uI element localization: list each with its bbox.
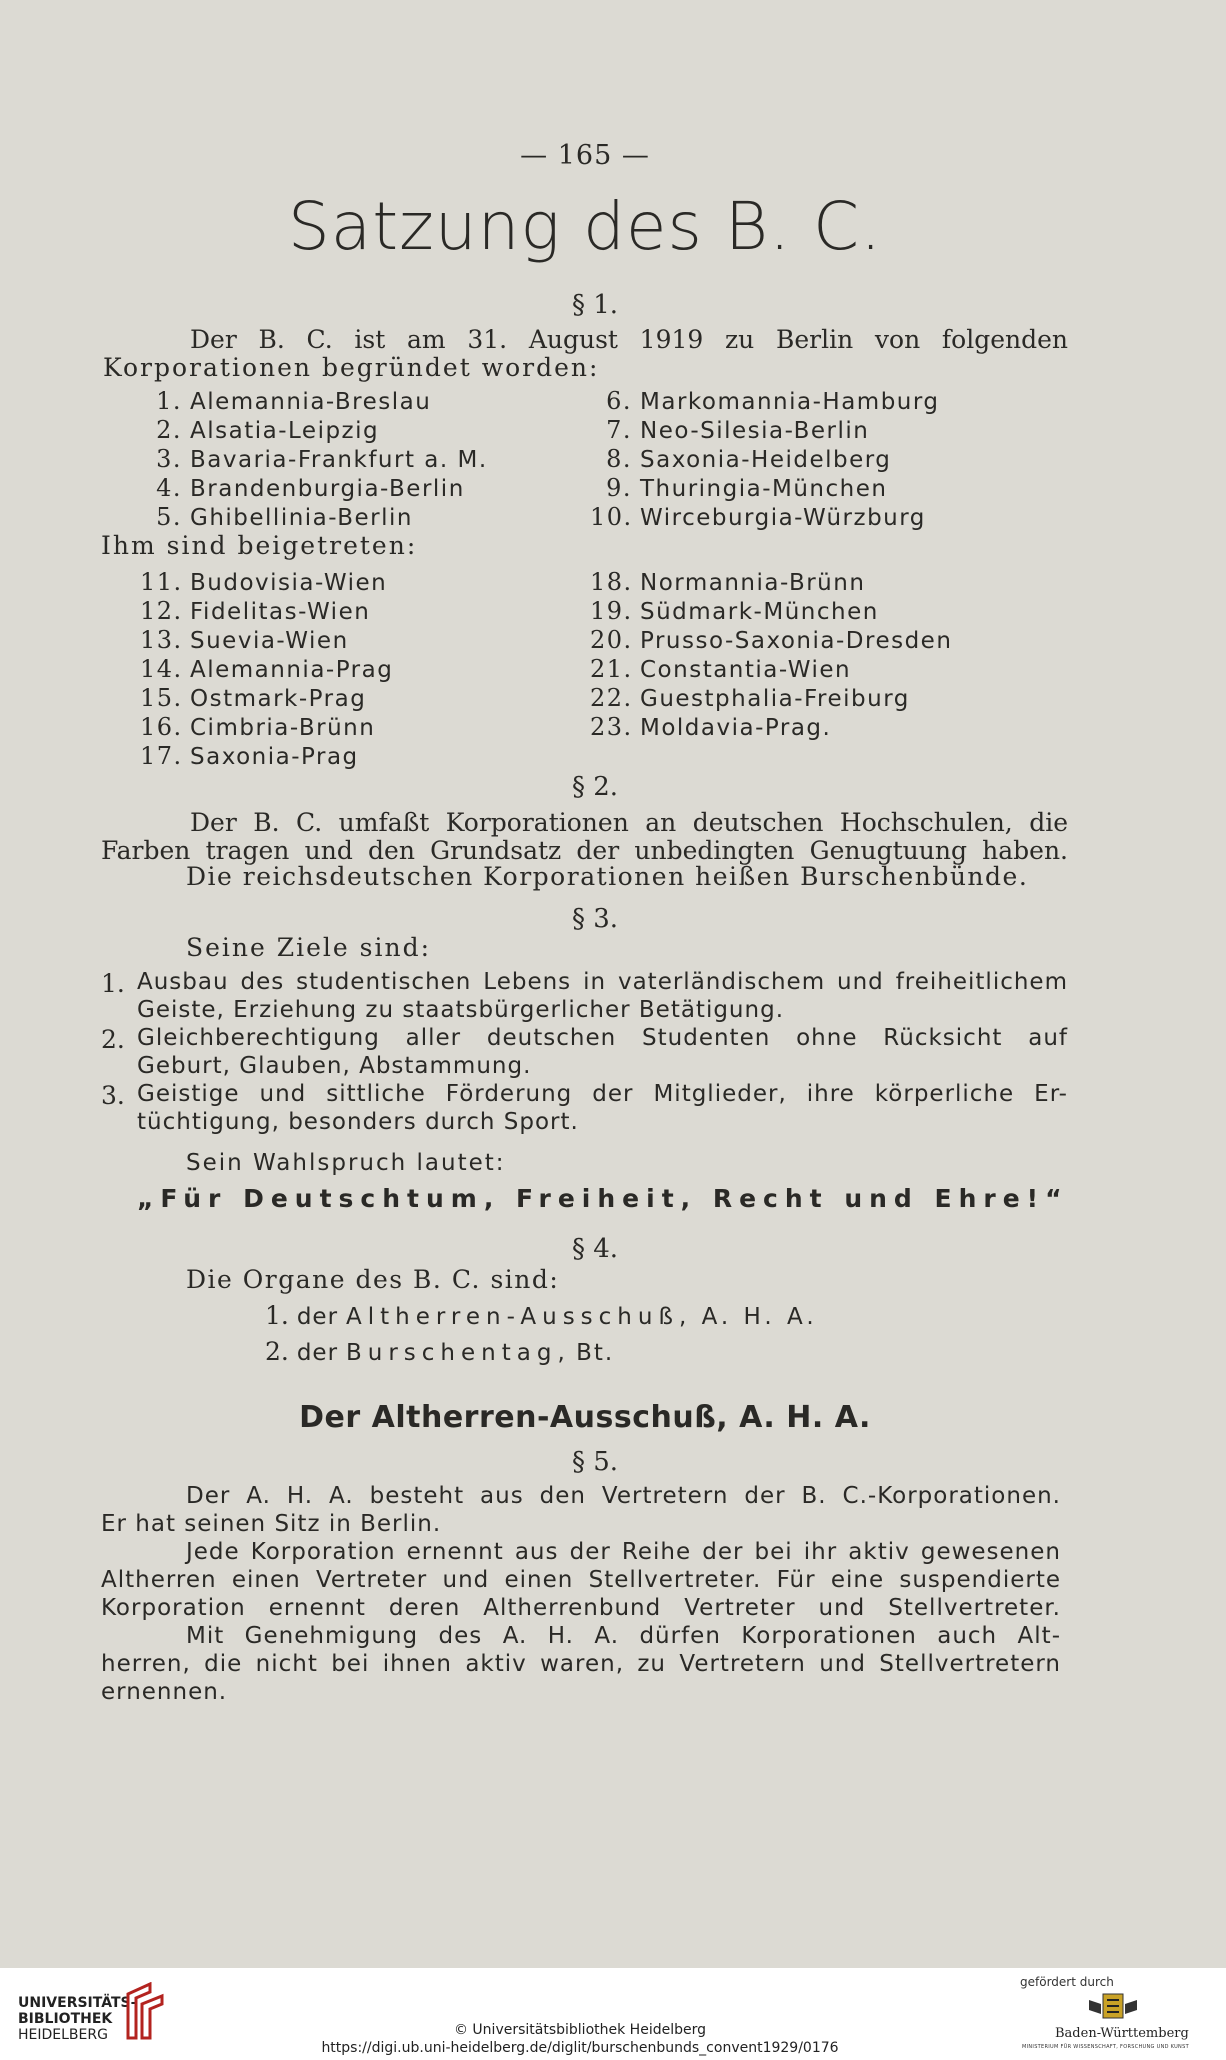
- goal-3-line1: Geistige und sittliche Förderung der Mitglieder, ihre körperliche Er-: [137, 1081, 1068, 1107]
- ministry-name: MINISTERIUM FÜR WISSENSCHAFT, FORSCHUNG UND KUNST: [1022, 2044, 1189, 2050]
- s5-p2-line3: Korporation ernennt deren Altherrenbund Vertreter und Stellvertreter.: [101, 1595, 1061, 1621]
- list-item: 5. Ghibellinia-Berlin: [156, 503, 413, 531]
- list-item: 20. Prusso-Saxonia-Dresden: [590, 626, 953, 654]
- goal-3-line2: tüchtigung, besonders durch Sport.: [137, 1109, 579, 1135]
- s3-intro: Seine Ziele sind:: [186, 933, 432, 962]
- list-item: 14. Alemannia-Prag: [140, 655, 394, 683]
- funded-by-label: gefördert durch: [1020, 1975, 1114, 1989]
- list-item: 18. Normannia-Brünn: [590, 568, 866, 596]
- s2-line1: Der B. C. umfaßt Korporationen an deutschen Hochschulen, die: [190, 808, 1068, 837]
- joined-label: Ihm sind beigetreten:: [101, 531, 418, 560]
- s5-p3-line3: ernennen.: [101, 1679, 228, 1705]
- list-item: 13. Suevia-Wien: [140, 626, 349, 654]
- s1-intro-line2: Korporationen begründet worden:: [103, 353, 600, 382]
- list-item: 12. Fidelitas-Wien: [140, 597, 371, 625]
- library-logo-text: UNIVERSITÄTS- BIBLIOTHEK HEIDELBERG: [18, 1995, 137, 2043]
- page-number: — 165 —: [520, 140, 650, 171]
- list-item: 22. Guestphalia-Freiburg: [590, 684, 910, 712]
- copyright-notice: © Universitätsbibliothek Heidelberg: [453, 2022, 706, 2038]
- s5-p3-line1: Mit Genehmigung des A. H. A. dürfen Korporationen auch Alt-: [186, 1623, 1061, 1649]
- goal-2-line2: Geburt, Glauben, Abstammung.: [137, 1053, 532, 1079]
- s5-p3-line2: herren, die nicht bei ihnen aktiv waren, zu Vertretern und Stellvertretern: [101, 1651, 1061, 1677]
- list-item: 10. Wirceburgia-Würzburg: [590, 503, 926, 531]
- list-item: 4. Brandenburgia-Berlin: [156, 474, 465, 502]
- section-3-heading: § 3.: [571, 904, 619, 934]
- s5-p2-line2: Altherren einen Vertreter und einen Stellvertreter. Für eine suspendierte: [101, 1567, 1061, 1593]
- goal-number: 3.: [101, 1081, 125, 1110]
- list-item: 6. Markomannia-Hamburg: [606, 387, 940, 415]
- list-item: 9. Thuringia-München: [606, 474, 888, 502]
- list-item: 15. Ostmark-Prag: [140, 684, 367, 712]
- list-item: 21. Constantia-Wien: [590, 655, 852, 683]
- permalink-url[interactable]: https://digi.ub.uni-heidelberg.de/diglit/burschenbunds_convent1929/0176: [321, 2040, 839, 2056]
- section-1-heading: § 1.: [571, 290, 619, 320]
- list-item: 2. Alsatia-Leipzig: [156, 416, 380, 444]
- s4-intro: Die Organe des B. C. sind:: [186, 1265, 560, 1294]
- state-coat-of-arms-icon: [1085, 1990, 1141, 2022]
- organ-item: 1. der Altherren-Ausschuß, A. H. A.: [265, 1301, 818, 1330]
- organ-item: 2. der Burschentag, Bt.: [265, 1337, 615, 1366]
- motto: „Für Deutschtum, Freiheit, Recht und Ehre!“: [137, 1184, 1069, 1213]
- list-item: 8. Saxonia-Heidelberg: [606, 445, 892, 473]
- founders-right-list: [590, 387, 940, 532]
- s2-line3: Die reichsdeutschen Korporationen heißen Burschenbünde.: [186, 862, 1029, 891]
- joined-right-list: [590, 568, 952, 742]
- section-2-heading: § 2.: [571, 772, 619, 802]
- goal-1-line2: Geiste, Erziehung zu staatsbürgerlicher Betätigung.: [137, 997, 785, 1023]
- list-item: 16. Cimbria-Brünn: [140, 713, 376, 741]
- goal-1-line1: Ausbau des studentischen Lebens in vaterländischem und freiheitlichem: [137, 969, 1068, 995]
- s2-line2: Farben tragen und den Grundsatz der unbedingten Genugtuung haben.: [101, 836, 1068, 865]
- list-item: 1. Alemannia-Breslau: [156, 387, 432, 415]
- aha-heading: Der Altherren-Ausschuß, A. H. A.: [299, 1400, 871, 1435]
- state-name: Baden-Württemberg: [1055, 2026, 1189, 2041]
- list-item: 11. Budovisia-Wien: [140, 568, 388, 596]
- list-item: 19. Südmark-München: [590, 597, 879, 625]
- goal-number: 2.: [101, 1025, 125, 1054]
- goal-2-line1: Gleichberechtigung aller deutschen Studenten ohne Rücksicht auf: [137, 1025, 1068, 1051]
- founders-left-list: [140, 387, 488, 532]
- list-item: 17. Saxonia-Prag: [140, 742, 359, 770]
- s1-intro-line1: Der B. C. ist am 31. August 1919 zu Berlin von folgenden: [190, 325, 1068, 354]
- s5-p2-line1: Jede Korporation ernennt aus der Reihe der bei ihr aktiv gewesenen: [186, 1539, 1061, 1565]
- page-title: Satzung des B. C.: [287, 188, 883, 265]
- list-item: 3. Bavaria-Frankfurt a. M.: [156, 445, 488, 473]
- section-5-heading: § 5.: [571, 1447, 619, 1477]
- list-item: 23. Moldavia-Prag.: [590, 713, 832, 741]
- motto-intro: Sein Wahlspruch lautet:: [186, 1150, 506, 1176]
- goal-number: 1.: [101, 969, 125, 998]
- list-item: 7. Neo-Silesia-Berlin: [606, 416, 870, 444]
- s5-p1-line2: Er hat seinen Sitz in Berlin.: [101, 1511, 442, 1537]
- joined-left-list: [140, 568, 393, 771]
- section-4-heading: § 4.: [571, 1234, 619, 1264]
- s5-p1-line1: Der A. H. A. besteht aus den Vertretern der B. C.-Korporationen.: [186, 1483, 1061, 1509]
